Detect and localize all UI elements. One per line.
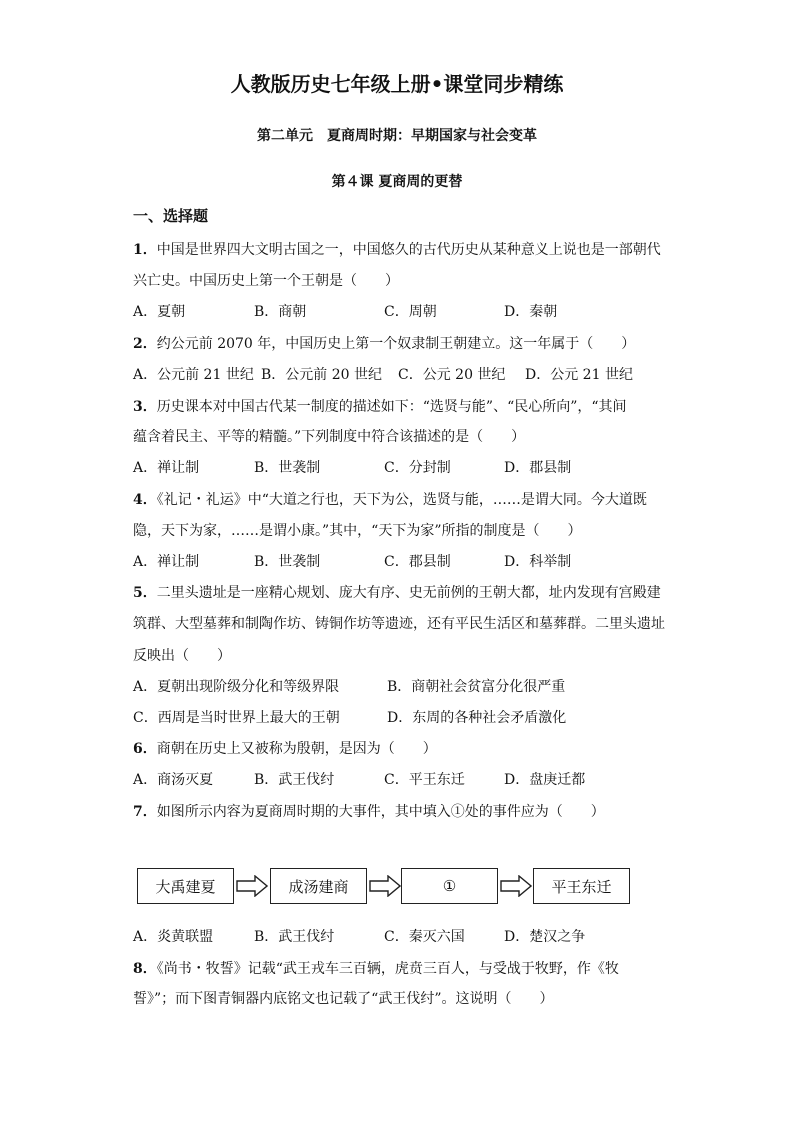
- q3-option-d[interactable]: D．郡县制: [504, 460, 572, 476]
- page-title: 人教版历史七年级上册•课堂同步精练: [230, 72, 564, 96]
- q7-option-d[interactable]: D．楚汉之争: [504, 929, 586, 945]
- q6-option-d[interactable]: D．盘庚迁都: [504, 772, 586, 788]
- flow-box-4: 平王东迁: [533, 868, 630, 904]
- question-5-line-3: 反映出（ ）: [133, 648, 231, 664]
- q2-option-d[interactable]: D．公元 21 世纪: [525, 367, 633, 383]
- q7-option-a[interactable]: A．炎黄联盟: [133, 929, 214, 945]
- q1-option-a[interactable]: A．夏朝: [133, 304, 186, 320]
- q2-option-c[interactable]: C．公元 20 世纪: [398, 367, 506, 383]
- question-3-line-1: [133, 397, 627, 417]
- q5-option-a[interactable]: A．夏朝出现阶级分化和等级界限: [133, 679, 340, 695]
- section-heading: 一、选择题: [133, 207, 209, 225]
- question-text: 《尚书・牧誓》记载“武王戎车三百辆，虎贲三百人，与受战于牧野，作《牧: [156, 961, 619, 977]
- question-5-line-1: [133, 583, 661, 603]
- flow-box-1: 大禹建夏: [137, 868, 234, 904]
- q5-option-d[interactable]: D．东周的各种社会矛盾激化: [387, 710, 567, 726]
- question-8-line-2: 誓》”；而下图青铜器内底铭文也记载了“武王伐纣”。这说明（ ）: [133, 991, 554, 1007]
- question-text: 如图所示内容为夏商周时期的大事件，其中填入①处的事件应为（ ）: [156, 804, 605, 820]
- q6-option-b[interactable]: B．武王伐纣: [254, 772, 335, 788]
- q6-option-a[interactable]: A．商汤灭夏: [133, 772, 214, 788]
- question-6-line-1: [133, 739, 437, 759]
- question-number: 2．: [133, 336, 157, 352]
- q2-option-b[interactable]: B．公元前 20 世纪: [261, 367, 383, 383]
- q1-option-b[interactable]: B．商朝: [254, 304, 307, 320]
- question-text: 约公元前 2070 年，中国历史上第一个奴隶制王朝建立。这一年属于（ ）: [156, 336, 636, 352]
- event-flow-diagram: [137, 868, 637, 908]
- question-3-line-2: 蕴含着民主、平等的精髓。”下列制度中符合该描述的是（ ）: [133, 429, 526, 445]
- q7-option-c[interactable]: C．秦灭六国: [384, 929, 465, 945]
- question-text: 商朝在历史上又被称为殷朝，是因为（ ）: [156, 741, 437, 757]
- lesson-title: 第４课 夏商周的更替: [331, 174, 463, 190]
- question-7-line-1: [133, 802, 605, 822]
- q7-option-b[interactable]: B．武王伐纣: [254, 929, 335, 945]
- question-4-line-2: 隐，天下为家，……是谓小康。”其中，“天下为家”所指的制度是（ ）: [133, 523, 582, 539]
- unit-title: 第二单元 夏商周时期：早期国家与社会变革: [257, 128, 537, 144]
- q1-option-c[interactable]: C．周朝: [384, 304, 437, 320]
- question-number: 7．: [133, 804, 157, 820]
- q6-option-c[interactable]: C．平王东迁: [384, 772, 465, 788]
- q4-option-d[interactable]: D．科举制: [504, 554, 572, 570]
- question-number: 5．: [133, 585, 157, 601]
- q3-option-a[interactable]: A．禅让制: [133, 460, 200, 476]
- question-text: 《礼记・礼运》中“大道之行也，天下为公，选贤与能，……是谓大同。今大道既: [156, 492, 647, 508]
- question-2-line-1: [133, 334, 635, 354]
- arrow-right-icon: [236, 875, 268, 897]
- question-text: 中国是世界四大文明古国之一，中国悠久的古代历史从某种意义上说也是一部朝代: [156, 242, 661, 258]
- q5-option-c[interactable]: C．西周是当时世界上最大的王朝: [133, 710, 340, 726]
- arrow-right-icon: [500, 875, 532, 897]
- flow-box-2: 成汤建商: [270, 868, 367, 904]
- q3-option-c[interactable]: C．分封制: [384, 460, 451, 476]
- q4-option-b[interactable]: B．世袭制: [254, 554, 321, 570]
- flow-box-3: ①: [401, 868, 498, 904]
- q5-option-b[interactable]: B．商朝社会贫富分化很严重: [387, 679, 566, 695]
- q3-option-b[interactable]: B．世袭制: [254, 460, 321, 476]
- question-number: 1．: [133, 242, 157, 258]
- question-number: 8．: [133, 961, 157, 977]
- question-5-line-2: 筑群、大型墓葬和制陶作坊、铸铜作坊等遗迹，还有平民生活区和墓葬群。二里头遗址: [133, 616, 665, 632]
- question-1-line-1: [133, 240, 661, 260]
- question-text: 二里头遗址是一座精心规划、庞大有序、史无前例的王朝大都，址内发现有宫殿建: [156, 585, 661, 601]
- question-number: 4．: [133, 492, 157, 508]
- q1-option-d[interactable]: D．秦朝: [504, 304, 558, 320]
- arrow-right-icon: [369, 875, 401, 897]
- question-number: 6．: [133, 741, 157, 757]
- question-1-line-2: 兴亡史。中国历史上第一个王朝是（ ）: [133, 273, 399, 289]
- question-8-line-1: [133, 959, 619, 979]
- q4-option-c[interactable]: C．郡县制: [384, 554, 451, 570]
- q2-option-a[interactable]: A．公元前 21 世纪: [133, 367, 254, 383]
- question-4-line-1: [133, 490, 647, 510]
- question-text: 历史课本对中国古代某一制度的描述如下：“选贤与能”、“民心所向”，“其间: [156, 399, 627, 415]
- question-number: 3．: [133, 399, 157, 415]
- q4-option-a[interactable]: A．禅让制: [133, 554, 200, 570]
